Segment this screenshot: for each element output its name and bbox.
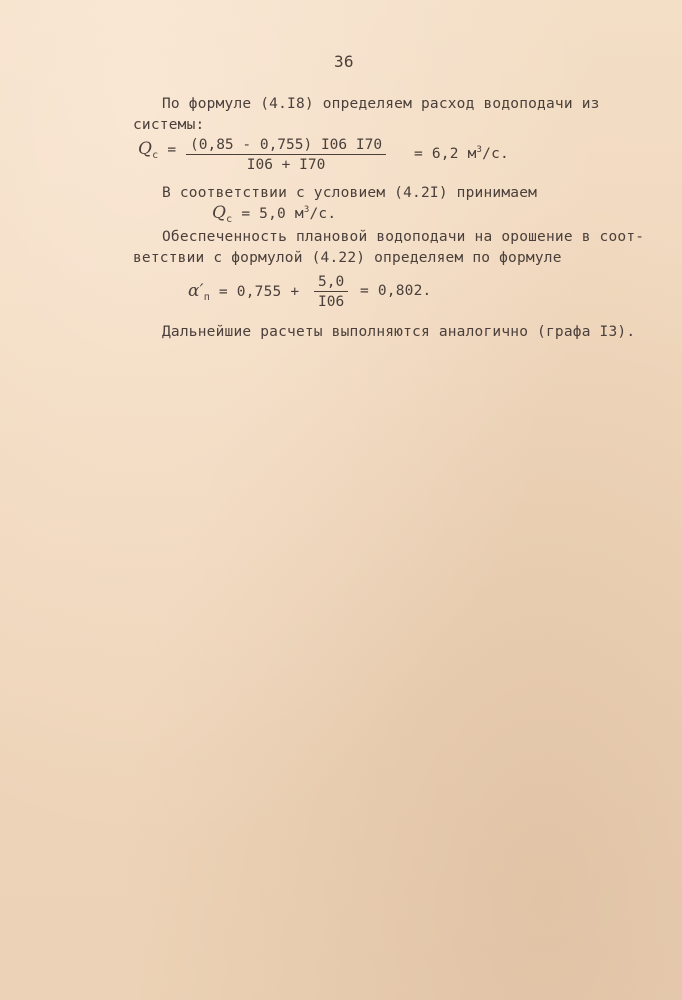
formula-3-lhs — [188, 281, 299, 303]
formula-3-rhs: = 0,802. — [360, 283, 432, 299]
formula-1-numerator: (0,85 - 0,755) I06 I70 — [186, 137, 386, 155]
formula-3-lhs-value: = 0,755 + — [218, 284, 300, 300]
paragraph-1-line-2: системы: — [133, 117, 205, 133]
formula-2-value: = 5,0 м — [241, 206, 304, 222]
formula-2-symbol: Q — [212, 203, 227, 223]
paragraph-4-line-1: Дальнейшие расчеты выполняются аналогично (графа I3). — [162, 324, 636, 340]
formula-3-fraction — [314, 274, 348, 310]
formula-1-subscript: c — [152, 149, 159, 161]
formula-3-numerator: 5,0 — [314, 274, 348, 292]
formula-2 — [212, 203, 336, 225]
page-number: 36 — [334, 52, 354, 71]
formula-1-rhs — [414, 145, 509, 162]
formula-1-result: = 6,2 м — [414, 145, 477, 162]
formula-3-symbol: α′ — [188, 281, 204, 301]
formula-1-result-exponent: 3 — [476, 145, 483, 155]
formula-1-symbol: Q — [138, 139, 153, 159]
paragraph-1-line-1: По формуле (4.I8) определяем расход водоподачи из — [162, 96, 600, 112]
formula-3-denominator: I06 — [318, 294, 345, 310]
paragraph-3-line-2: ветствии с формулой (4.22) определяем по формуле — [133, 250, 562, 266]
formula-1-denominator: I06 + I70 — [246, 157, 326, 173]
paragraph-2-line-1: В соответствии с условием (4.2I) принимаем — [162, 185, 538, 201]
formula-1-lhs — [138, 139, 176, 161]
formula-2-unit: /с. — [309, 206, 337, 222]
formula-2-subscript: c — [226, 213, 233, 225]
formula-3-subscript: п — [203, 291, 210, 303]
formula-1-equals: = — [167, 142, 177, 158]
paragraph-3-line-1: Обеспеченность плановой водоподачи на орошение в соот- — [162, 229, 645, 245]
formula-1-fraction — [186, 137, 386, 173]
formula-2-exponent: 3 — [303, 205, 310, 216]
formula-1-result-unit: /с. — [482, 145, 509, 162]
